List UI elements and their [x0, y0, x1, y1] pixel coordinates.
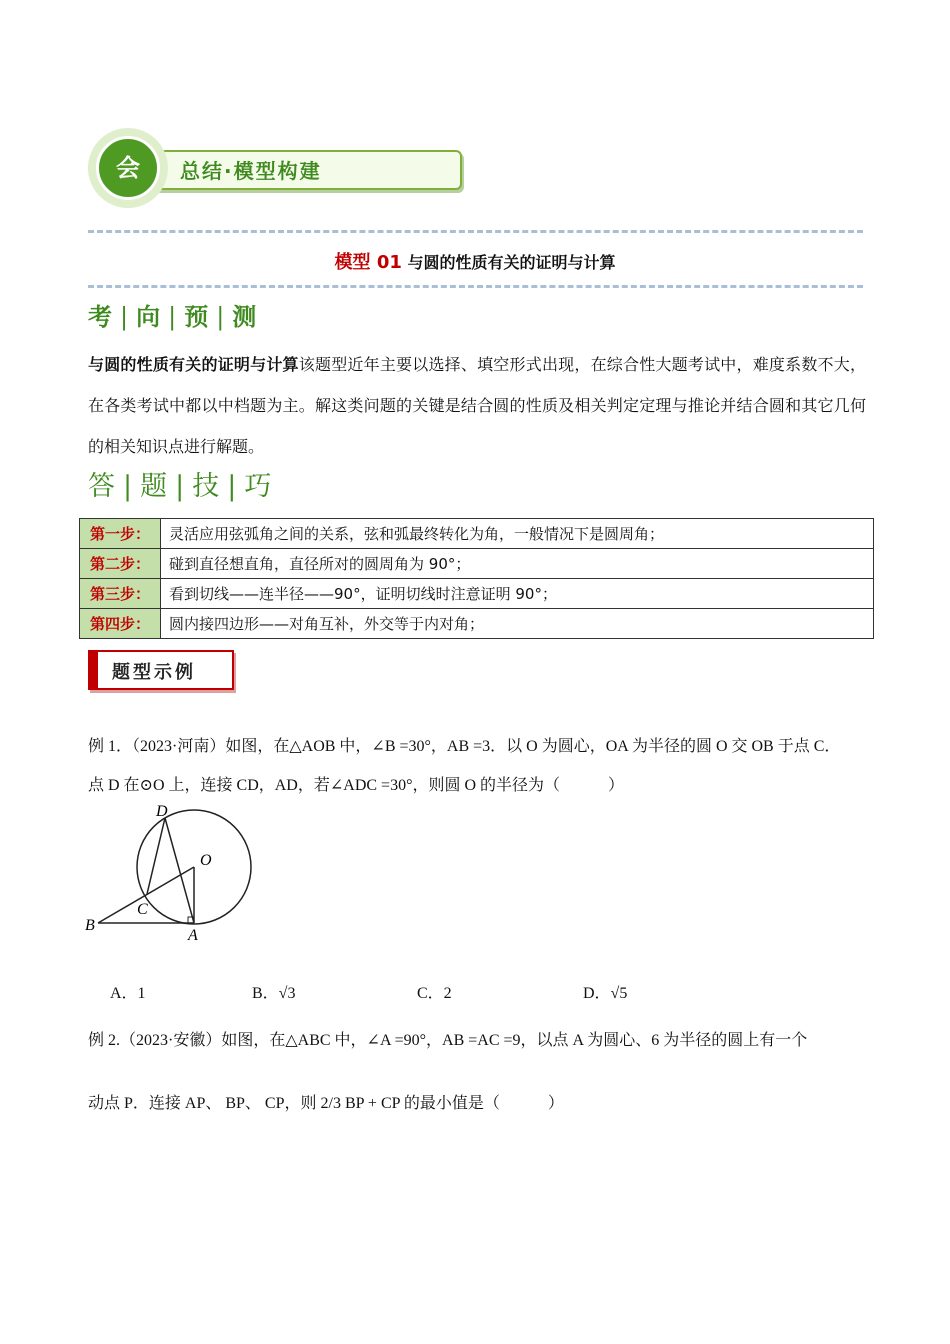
ex1-line2: 点 D 在⊙O 上，连接 CD，AD，若∠ADC =30°，则圆 O 的半径为（ ）: [88, 777, 625, 794]
badge-circle: [88, 128, 168, 208]
step-text: 碰到直径想直角，直径所对的圆周角为 90°；: [161, 549, 874, 579]
step-label: 第二步：: [80, 549, 161, 579]
point-label-a: A: [188, 927, 198, 944]
examples-label: [88, 650, 234, 690]
divider-top: [88, 230, 863, 233]
ex1-line1: 例 1．（2023·河南）如图，在△AOB 中，∠B =30°，AB =3．以 O 为圆心，OA 为半径的圆 O 交 OB 于点 C．: [88, 738, 841, 755]
ex1-option-a[interactable]: A．1: [110, 985, 146, 1002]
heading-char: 题: [140, 471, 168, 502]
step-text: 灵活应用弦弧角之间的关系，弦和弧最终转化为角，一般情况下是圆周角；: [161, 519, 874, 549]
segment-da: [165, 818, 194, 923]
step-label: 第四步：: [80, 609, 161, 639]
heading-char: 考: [88, 302, 112, 331]
steps-table: [79, 518, 874, 639]
heading-datijiqiao: 答 | 题 | 技 | 巧: [88, 471, 272, 502]
step-label: 第一步：: [80, 519, 161, 549]
examples-label-text: 题型示例: [112, 662, 196, 683]
step-text: 圆内接四边形——对角互补，外交等于内对角；: [161, 609, 874, 639]
divider-bottom: [88, 285, 863, 288]
ex1-option-c[interactable]: C．2: [417, 985, 452, 1002]
heading-kaoxiang: 考 | 向 | 预 | 测: [88, 302, 257, 331]
step-label: 第三步：: [80, 579, 161, 609]
intro-paragraph: [88, 344, 866, 467]
heading-char: 预: [184, 302, 209, 331]
table-row: [80, 609, 874, 639]
ex2-line2: 动点 P．连接 AP、 BP、 CP，则 2/3 BP + CP 的最小值是（ ）: [88, 1095, 564, 1112]
ex1-option-d[interactable]: D．√5: [583, 985, 628, 1002]
point-label-b: B: [85, 917, 95, 934]
heading-char: 巧: [244, 471, 272, 502]
badge-icon: 会: [96, 136, 160, 200]
badge-text: 总结·模型构建: [180, 159, 322, 183]
ex1-option-b[interactable]: B．√3: [252, 985, 296, 1002]
point-label-o: O: [200, 852, 212, 869]
segment-dc: [147, 818, 165, 894]
table-row: [80, 519, 874, 549]
ex2-line1: 例 2.（2023·安徽）如图，在△ABC 中，∠A =90°，AB =AC =9，以点 A 为圆心、6 为半径的圆上有一个: [88, 1032, 808, 1049]
ex1-figure: [80, 798, 290, 948]
section-badge: [88, 128, 388, 208]
step-text: 看到切线——连半径——90°，证明切线时注意证明 90°；: [161, 579, 874, 609]
point-label-d: D: [156, 803, 168, 820]
table-row: [80, 579, 874, 609]
model-title: [0, 248, 950, 274]
heading-char: 向: [136, 302, 161, 331]
table-row: [80, 549, 874, 579]
point-label-c: C: [137, 901, 148, 918]
heading-char: 技: [192, 471, 220, 502]
heading-char: 答: [88, 471, 115, 502]
model-prefix: 模型 01: [334, 252, 402, 273]
heading-char: 测: [232, 302, 257, 331]
model-title-text: 与圆的性质有关的证明与计算: [401, 253, 616, 272]
intro-bold: 与圆的性质有关的证明与计算: [88, 355, 299, 374]
intro-text: 该题型近年主要以选择、填空形式出现，在综合性大题考试中，难度系数不大，在各类考试中都以中档题为主。解这类问题的关键是结合圆的性质及相关判定定理与推论并结合圆和其它几何的相关知识点进行解题。: [88, 355, 866, 456]
